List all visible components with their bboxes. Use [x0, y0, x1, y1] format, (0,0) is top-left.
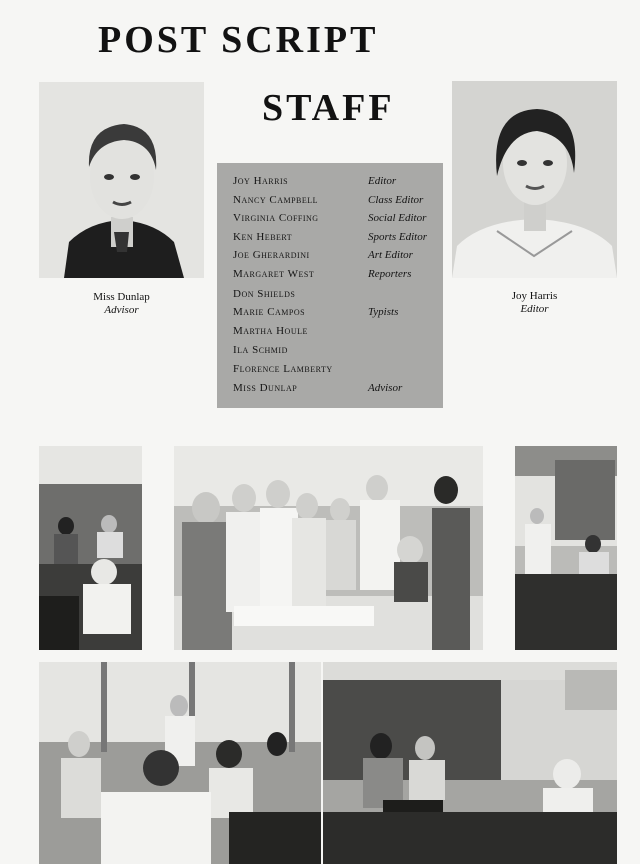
staff-role: Social Editor: [368, 212, 427, 224]
staff-name: Don Shields: [233, 288, 296, 300]
staff-list: [217, 163, 443, 408]
portrait-advisor-caption: [39, 291, 204, 317]
staff-photo-typing-room: [39, 662, 321, 864]
staff-row: [233, 341, 437, 360]
staff-name: Joe Gherardini: [233, 249, 310, 261]
staff-role: Sports Editor: [368, 231, 427, 243]
portrait-advisor-photo: [39, 82, 204, 278]
staff-row: [233, 246, 437, 265]
staff-role: Editor: [368, 175, 397, 187]
staff-row: [233, 172, 437, 191]
staff-name: Margaret West: [233, 268, 315, 280]
staff-row: [233, 303, 437, 322]
portrait-advisor-name: Miss Dunlap: [93, 291, 150, 303]
staff-row: [233, 285, 437, 304]
staff-name: Martha Houle: [233, 325, 308, 337]
staff-photo-classroom: [323, 662, 617, 864]
staff-row: [233, 265, 437, 284]
staff-row: [233, 228, 437, 247]
staff-role: Typists: [368, 306, 399, 318]
portrait-editor-photo: [452, 81, 617, 278]
staff-photo-office-right: [515, 446, 617, 650]
staff-name: Virginia Coffing: [233, 212, 319, 224]
staff-photo-group: [174, 446, 483, 650]
staff-row: [233, 379, 437, 398]
portrait-editor-name: Joy Harris: [511, 290, 558, 302]
staff-name: Ila Schmid: [233, 344, 288, 356]
staff-row: [233, 191, 437, 210]
staff-photo-office-left: [39, 446, 142, 650]
portrait-advisor-role: Advisor: [104, 304, 139, 316]
staff-row: [233, 322, 437, 341]
staff-role: Reporters: [368, 268, 412, 280]
staff-name: Florence Lamberty: [233, 363, 333, 375]
staff-role: Advisor: [368, 382, 403, 394]
staff-row: [233, 360, 437, 379]
staff-name: Marie Campos: [233, 306, 306, 318]
staff-role: Art Editor: [368, 249, 413, 261]
portrait-editor-role: Editor: [520, 303, 549, 315]
page-title-line2: STAFF: [262, 87, 395, 129]
page-title-line1: POST SCRIPT: [98, 19, 379, 61]
staff-name: Nancy Campbell: [233, 194, 319, 206]
portrait-editor-caption: [452, 290, 617, 316]
staff-row: [233, 209, 437, 228]
staff-name: Ken Hebert: [233, 231, 293, 243]
staff-role: Class Editor: [368, 194, 424, 206]
staff-name: Miss Dunlap: [233, 382, 298, 394]
staff-name: Joy Harris: [233, 175, 289, 187]
